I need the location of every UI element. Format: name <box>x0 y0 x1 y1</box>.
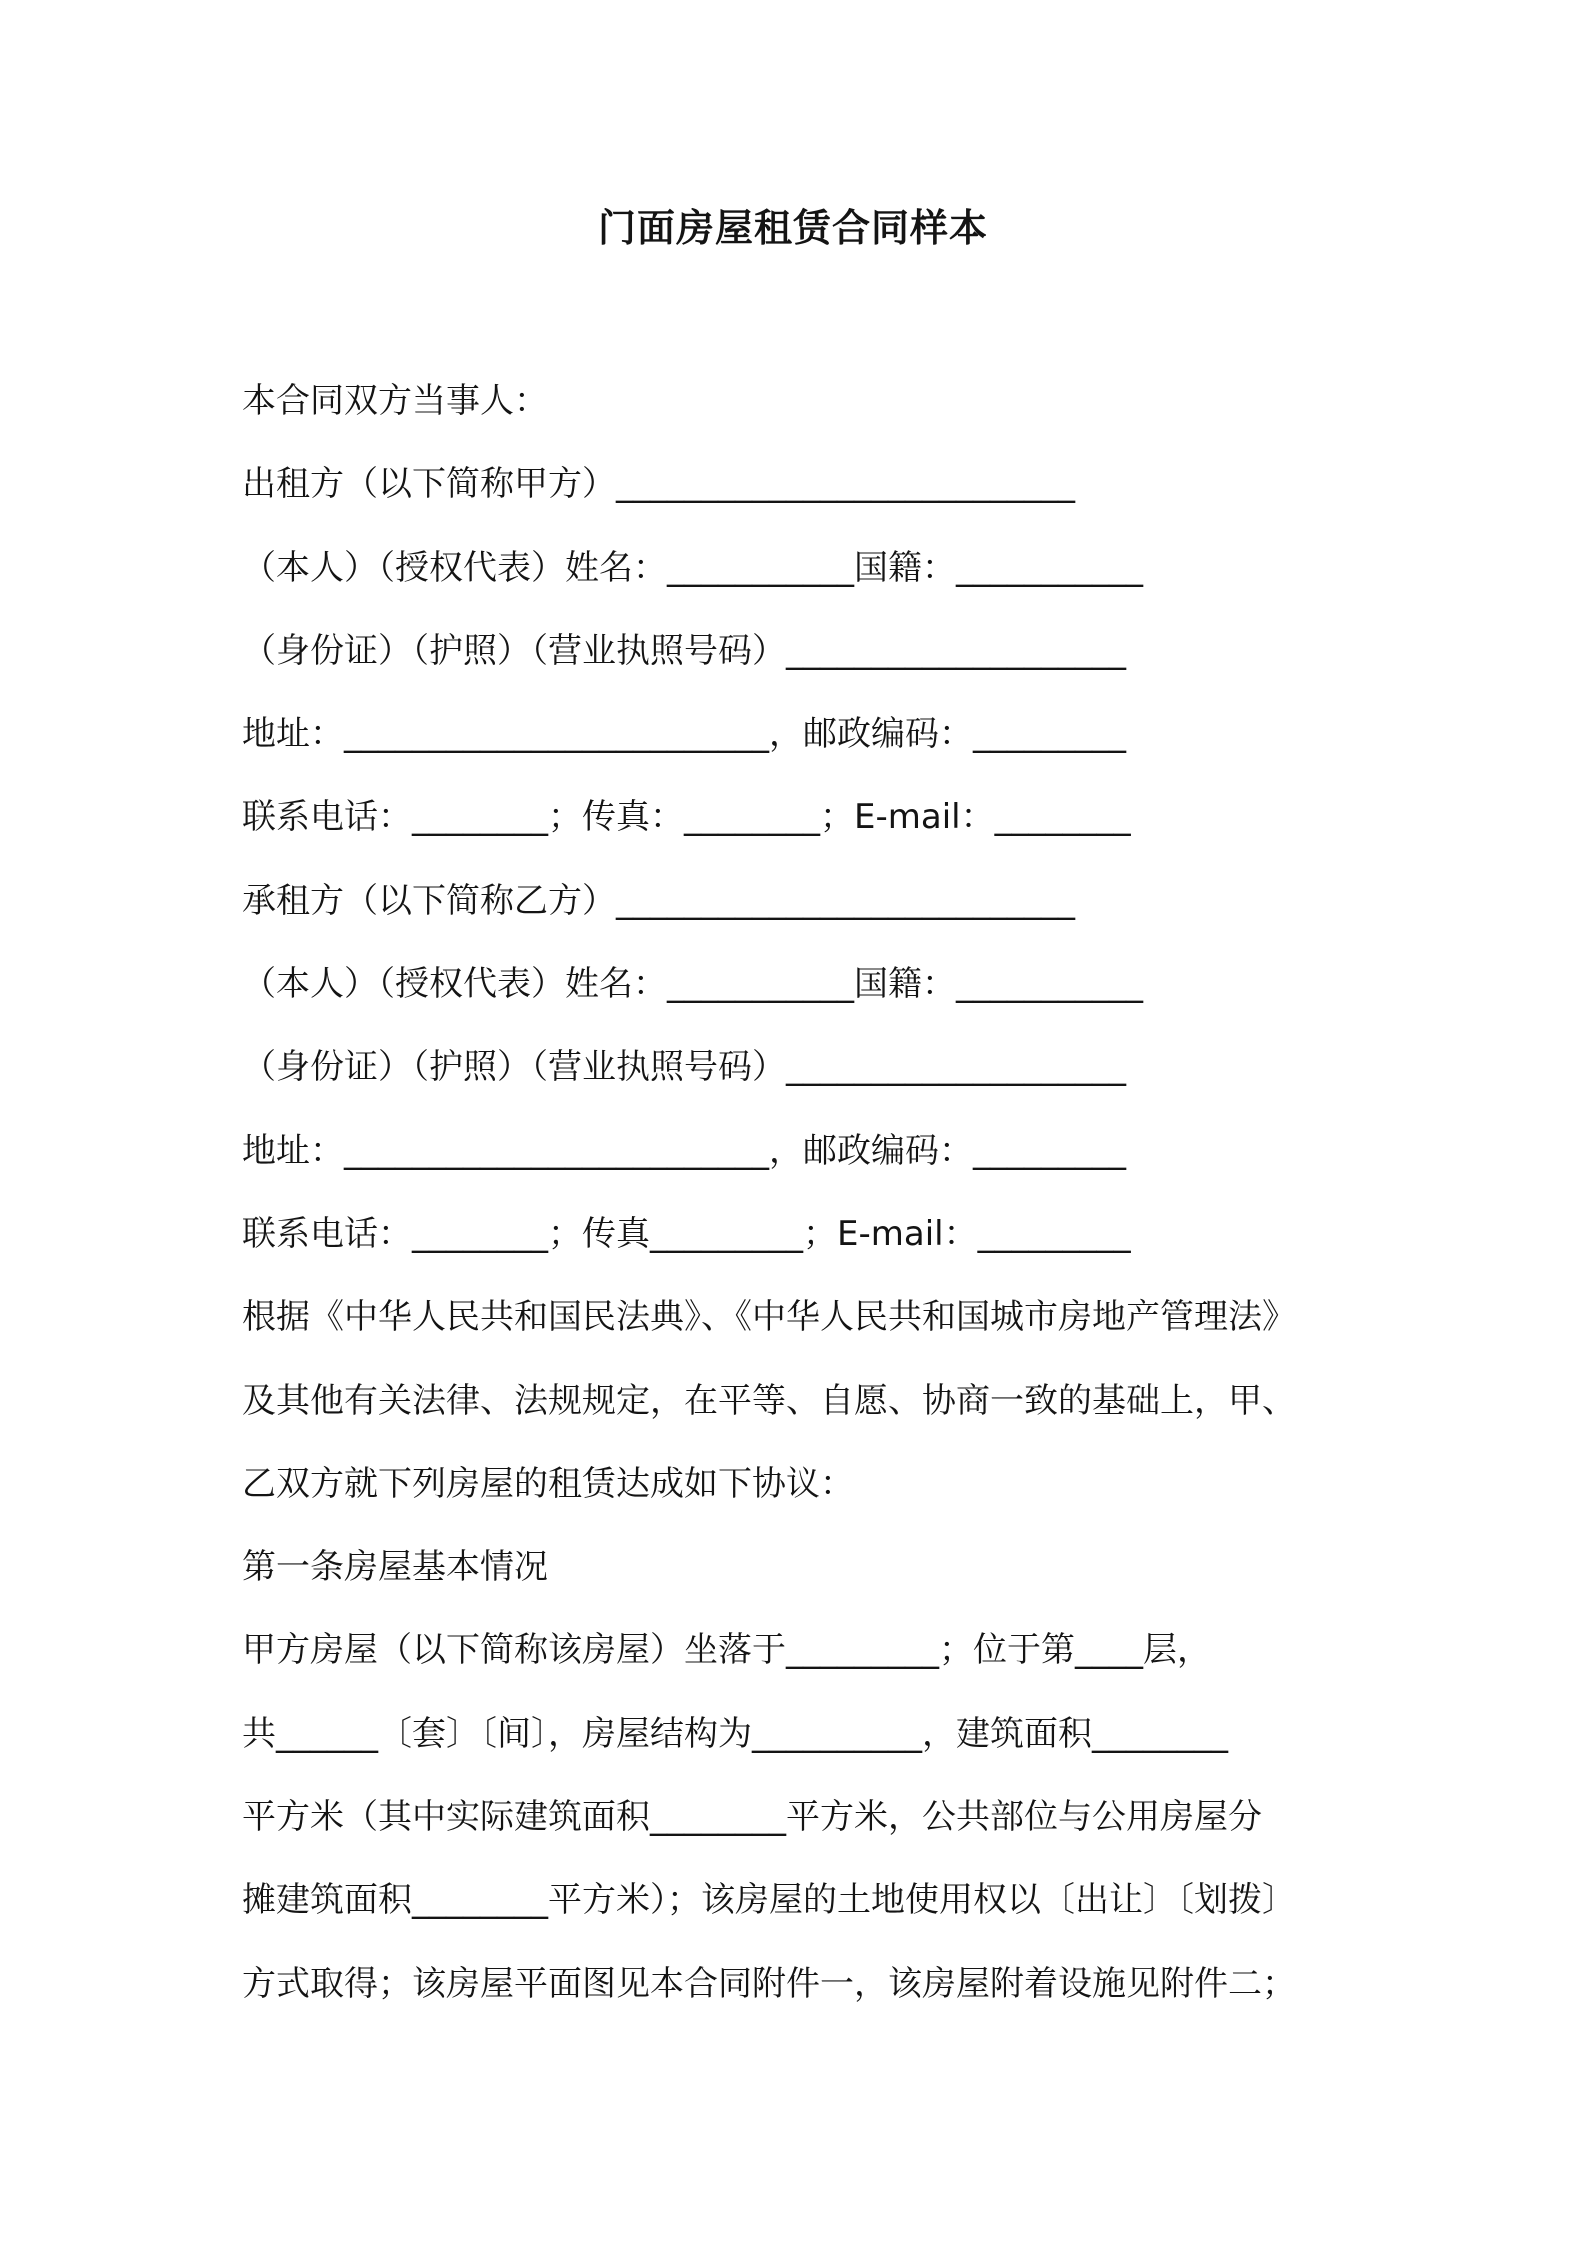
parties-heading: 本合同双方当事人： <box>242 381 548 421</box>
article-1-line-4: 摊建筑面积________平方米）；该房屋的土地使用权以〔出让〕〔划拨〕 <box>242 1880 1296 1921</box>
lessee-name-nationality-line: （本人）（授权代表）姓名：___________国籍：___________ <box>242 964 1143 1005</box>
article-1-heading: 第一条房屋基本情况 <box>242 1547 548 1588</box>
article-1-line-3: 平方米（其中实际建筑面积________平方米，公共部位与公用房屋分 <box>242 1797 1262 1838</box>
contract-body <box>242 360 1362 2026</box>
document-title: 门面房屋租赁合同样本 <box>597 206 988 250</box>
lessor-id-line: （身份证）（护照）（营业执照号码）____________________ <box>242 630 1126 671</box>
lessee-contact-line: 联系电话：________；传真_________；E-mail：_________ <box>242 1213 1131 1254</box>
lessee-id-line: （身份证）（护照）（营业执照号码）____________________ <box>242 1047 1126 1088</box>
preamble-line-3: 乙双方就下列房屋的租赁达成如下协议： <box>242 1463 854 1504</box>
preamble-line-1: 根据《中华人民共和国民法典》、《中华人民共和国城市房地产管理法》 <box>242 1297 1296 1338</box>
lessor-address-line: 地址：_________________________，邮政编码：_________ <box>242 714 1126 755</box>
article-1-line-5: 方式取得；该房屋平面图见本合同附件一，该房屋附着设施见附件二； <box>242 1963 1296 2004</box>
lessor-contact-line: 联系电话：________；传真：________；E-mail：________ <box>242 797 1131 838</box>
lessor-line: 出租方（以下简称甲方）___________________________ <box>242 464 1075 505</box>
lessee-address-line: 地址：_________________________，邮政编码：_________ <box>242 1130 1126 1171</box>
preamble-line-2: 及其他有关法律、法规规定，在平等、自愿、协商一致的基础上，甲、 <box>242 1380 1296 1421</box>
lessee-line: 承租方（以下简称乙方）___________________________ <box>242 880 1075 921</box>
lessor-name-nationality-line: （本人）（授权代表）姓名：___________国籍：___________ <box>242 547 1143 588</box>
article-1-line-2: 共______〔套〕〔间〕，房屋结构为__________，建筑面积________ <box>242 1713 1228 1754</box>
article-1-line-1: 甲方房屋（以下简称该房屋）坐落于_________；位于第____层， <box>242 1630 1211 1671</box>
